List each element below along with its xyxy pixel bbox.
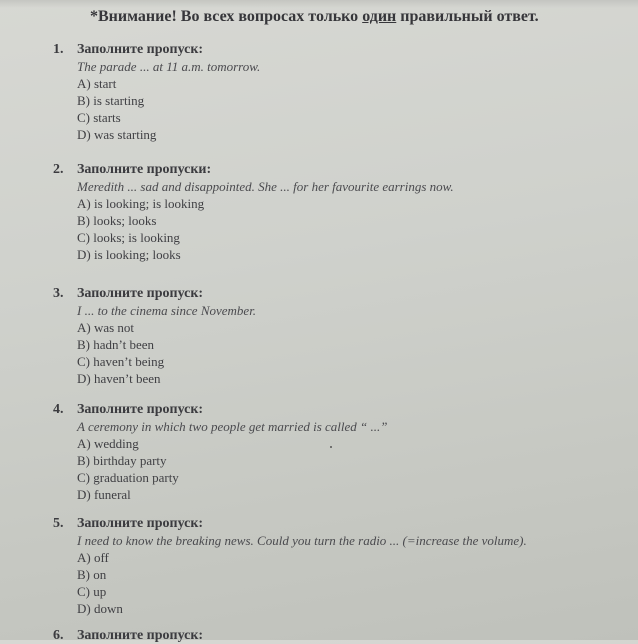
answer-option-a: A) was not <box>77 320 135 335</box>
answer-option-a: A) start <box>77 76 117 91</box>
answer-option-b: B) birthday party <box>77 453 167 468</box>
question-number: 4. <box>53 402 64 417</box>
question-heading <box>53 402 388 418</box>
question-instruction: Заполните пропуск: <box>77 516 204 531</box>
answer-option-a: A) wedding <box>77 436 139 451</box>
notice-suffix: правильный ответ. <box>396 8 539 25</box>
question-instruction: Заполните пропуски: <box>77 162 212 177</box>
answer-option-d: D) haven’t been <box>77 371 161 386</box>
answer-option-c: C) starts <box>77 110 121 125</box>
answer-option-b: B) on <box>77 567 107 582</box>
question-heading <box>53 162 454 178</box>
question-body <box>77 418 388 503</box>
question-number: 6. <box>53 628 64 643</box>
answer-option-d: D) funeral <box>77 487 131 502</box>
question-text: The parade ... at 11 a.m. tomorrow. <box>77 59 261 74</box>
paper-speck <box>330 446 332 448</box>
question-number: 5. <box>53 516 64 531</box>
question-body <box>77 58 260 143</box>
question-4 <box>53 402 388 503</box>
question-text: I ... to the cinema since November. <box>77 303 257 318</box>
question-instruction: Заполните пропуск: <box>77 628 204 643</box>
answer-option-c: C) looks; is looking <box>77 230 180 245</box>
answer-option-d: D) is looking; looks <box>77 247 181 262</box>
question-number: 2. <box>53 162 64 177</box>
answer-option-a: A) is looking; is looking <box>77 196 205 211</box>
notice-prefix: *Внимание! Во всех вопросах только <box>90 8 363 25</box>
question-body <box>77 302 256 387</box>
notice-underlined-word: один <box>362 8 397 25</box>
answer-option-c: C) graduation party <box>77 470 179 485</box>
question-heading <box>53 286 256 302</box>
question-3 <box>53 286 256 387</box>
question-instruction: Заполните пропуск: <box>77 42 204 57</box>
question-body <box>77 178 454 263</box>
question-body <box>77 532 527 617</box>
question-instruction: Заполните пропуск: <box>77 402 204 417</box>
question-number: 1. <box>53 42 64 57</box>
answer-option-c: C) up <box>77 584 107 599</box>
question-heading <box>53 628 203 644</box>
question-instruction: Заполните пропуск: <box>77 286 204 301</box>
answer-option-c: C) haven’t being <box>77 354 165 369</box>
page-edge-shadow <box>0 0 638 8</box>
question-text: A ceremony in which two people get married is called “ ...” <box>77 419 388 434</box>
answer-option-b: B) hadn’t been <box>77 337 155 352</box>
question-5 <box>53 516 527 617</box>
answer-option-d: D) down <box>77 601 123 616</box>
question-heading <box>53 42 260 58</box>
question-6 <box>53 628 203 644</box>
answer-option-b: B) is starting <box>77 93 145 108</box>
notice-heading <box>90 8 539 26</box>
question-heading <box>53 516 527 532</box>
answer-option-a: A) off <box>77 550 109 565</box>
question-2 <box>53 162 454 263</box>
question-1 <box>53 42 260 143</box>
answer-option-d: D) was starting <box>77 127 157 142</box>
answer-option-b: B) looks; looks <box>77 213 157 228</box>
question-number: 3. <box>53 286 64 301</box>
question-text: Meredith ... sad and disappointed. She ... for her favourite earrings now. <box>77 179 454 194</box>
question-text: I need to know the breaking news. Could you turn the radio ... (=increase the volume). <box>77 533 527 548</box>
